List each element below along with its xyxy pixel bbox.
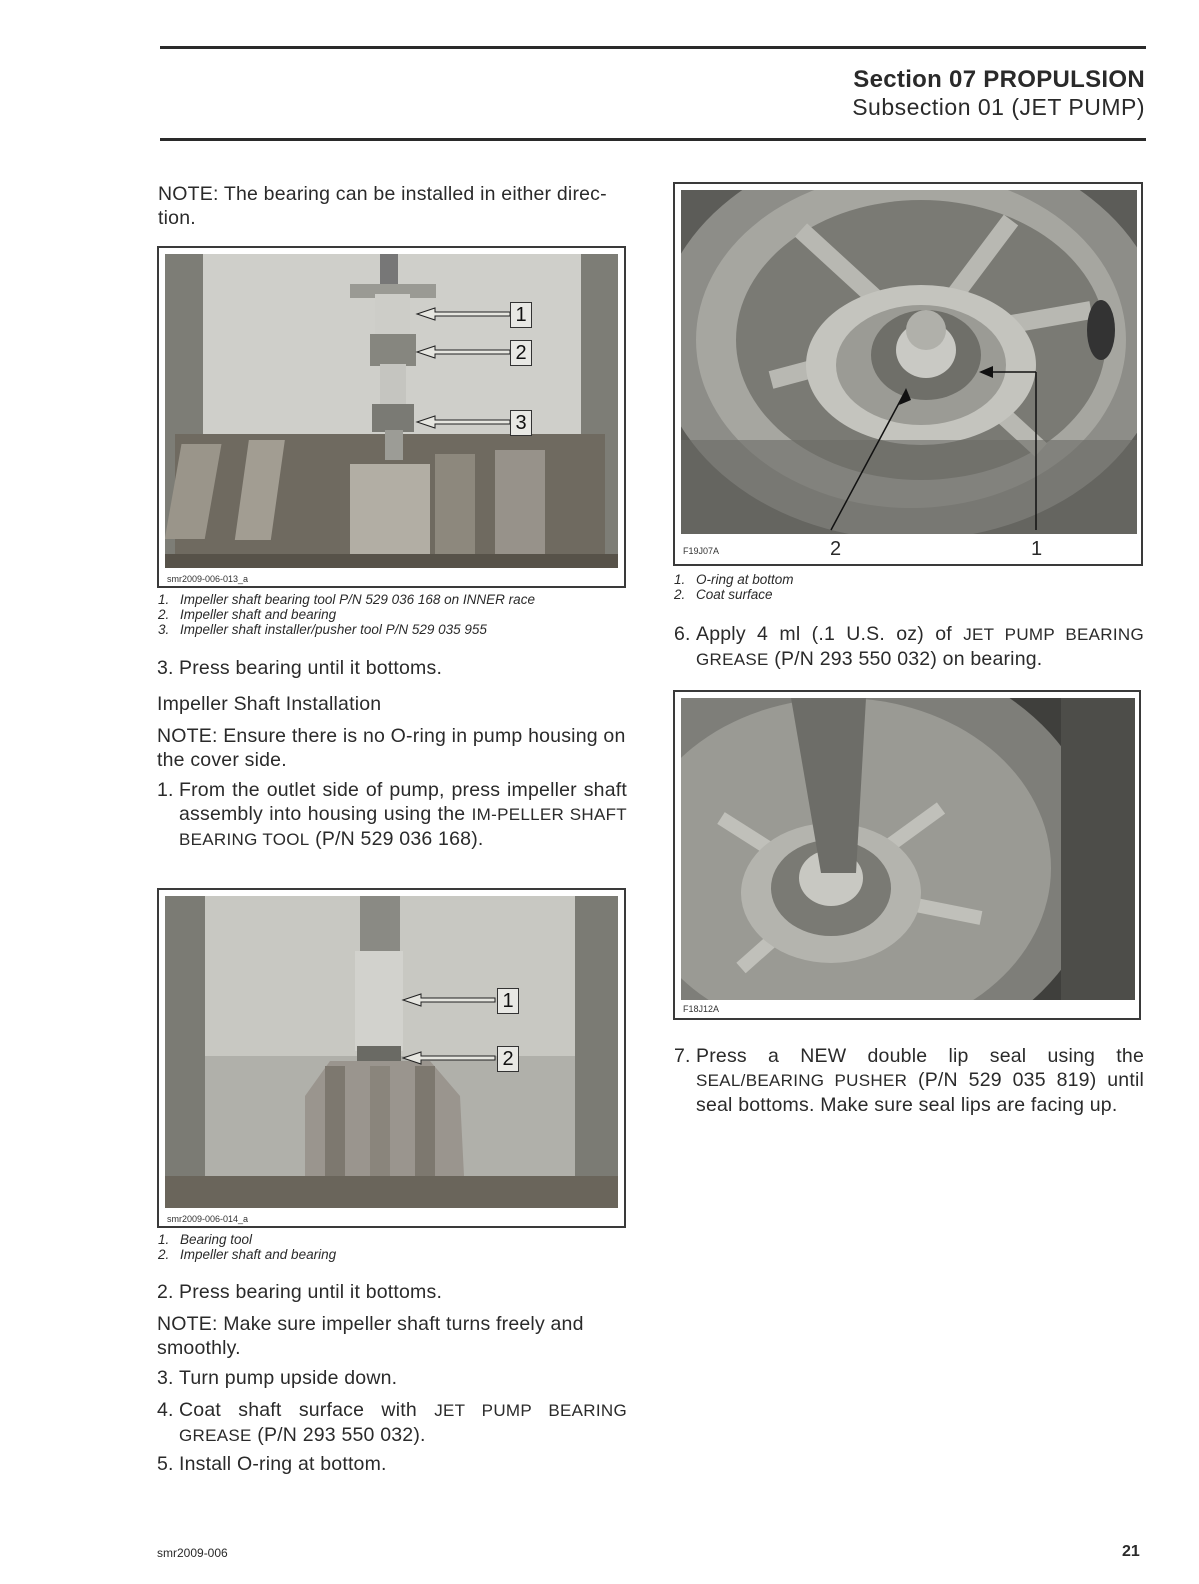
photo-seal-illustration — [681, 698, 1135, 1000]
step-5-install-o-ring: 5. Install O-ring at bottom. — [157, 1453, 387, 1475]
caption-item: 2. Coat surface — [674, 587, 773, 602]
photo-pump-housing — [681, 190, 1137, 534]
photo-press-bearing — [165, 254, 618, 568]
caption-item: 2. Impeller shaft and bearing — [158, 1247, 337, 1262]
photo-pump-illustration — [681, 190, 1137, 534]
figure-code: smr2009-006-014_a — [167, 1214, 249, 1224]
step-3-turn-pump: 3. Turn pump upside down. — [157, 1367, 398, 1389]
figure-code: smr2009-006-013_a — [167, 574, 249, 584]
figure-seal-pusher — [673, 690, 1141, 1020]
subheading-impeller-shaft: Impeller Shaft Installation — [157, 693, 382, 715]
figure3-caption — [674, 572, 1144, 602]
note-no-o-ring: NOTE: Ensure there is no O-ring in pump housing on the cover side. — [157, 725, 626, 771]
section-title: Section 07 PROPULSION — [853, 66, 1145, 93]
header-top-rule — [160, 46, 1146, 49]
figure-impeller-shaft-press — [157, 888, 626, 1228]
caption-item: 1. Impeller shaft bearing tool P/N 529 036 168 on INNER race — [158, 592, 535, 607]
caption-item: 1. Bearing tool — [158, 1232, 253, 1247]
figure2-caption — [158, 1232, 628, 1262]
footer-doc-code: smr2009-006 — [157, 1546, 228, 1560]
photo-impeller-illustration — [165, 896, 618, 1208]
caption-item: 2. Impeller shaft and bearing — [158, 607, 337, 622]
step-3-press-bearing: 3. Press bearing until it bottoms. — [157, 657, 443, 679]
callout-2: 2 — [510, 340, 532, 366]
subsection-title: Subsection 01 (JET PUMP) — [852, 94, 1145, 120]
caption-item: 1. O-ring at bottom — [674, 572, 794, 587]
step-4-coat-shaft: 4. Coat shaft surface with JET PUMP BEARING GREASE (P/N 293 550 032). — [157, 1399, 627, 1446]
photo-press-illustration — [165, 254, 618, 568]
figure-bearing-tool-press — [157, 246, 626, 588]
caption-item: 3. Impeller shaft installer/pusher tool P/N 529 035 955 — [158, 622, 487, 637]
callout-1: 1 — [510, 302, 532, 328]
callout-3: 3 — [510, 410, 532, 436]
callout-2: 2 — [497, 1046, 519, 1072]
callout-2: 2 — [830, 538, 842, 560]
step-7-press-seal: 7. Press a NEW double lip seal using the SEAL/BEARING PUSHER (P/N 529 035 819) until seal bottoms. Make sure seal lips are facing up. — [674, 1045, 1145, 1116]
note-shaft-turns-freely: NOTE: Make sure impeller shaft turns freely and smoothly. — [157, 1313, 584, 1359]
header-bottom-rule — [160, 138, 1146, 141]
photo-impeller-press — [165, 896, 618, 1208]
step-2-press-bearing: 2. Press bearing until it bottoms. — [157, 1281, 443, 1303]
figure-code: F19J07A — [683, 546, 720, 556]
figure1-caption — [158, 592, 628, 637]
step-1-press-impeller: 1. From the outlet side of pump, press impeller shaft assembly into housing using the IM-PELLER SHAFT BEARING TOOL (P/N 529 036 168). — [157, 779, 627, 850]
photo-seal-pusher — [681, 698, 1135, 1000]
callout-1: 1 — [497, 988, 519, 1014]
figure-code: F18J12A — [683, 1004, 720, 1014]
page-number: 21 — [1122, 1543, 1140, 1560]
callout-1: 1 — [1031, 538, 1043, 560]
step-6-apply-grease: 6. Apply 4 ml (.1 U.S. oz) of JET PUMP BEARING GREASE (P/N 293 550 032) on bearing. — [674, 623, 1144, 670]
note-bearing-direction: NOTE: The bearing can be installed in either direc-tion. — [158, 183, 607, 229]
figure-pump-housing-o-ring — [673, 182, 1143, 566]
